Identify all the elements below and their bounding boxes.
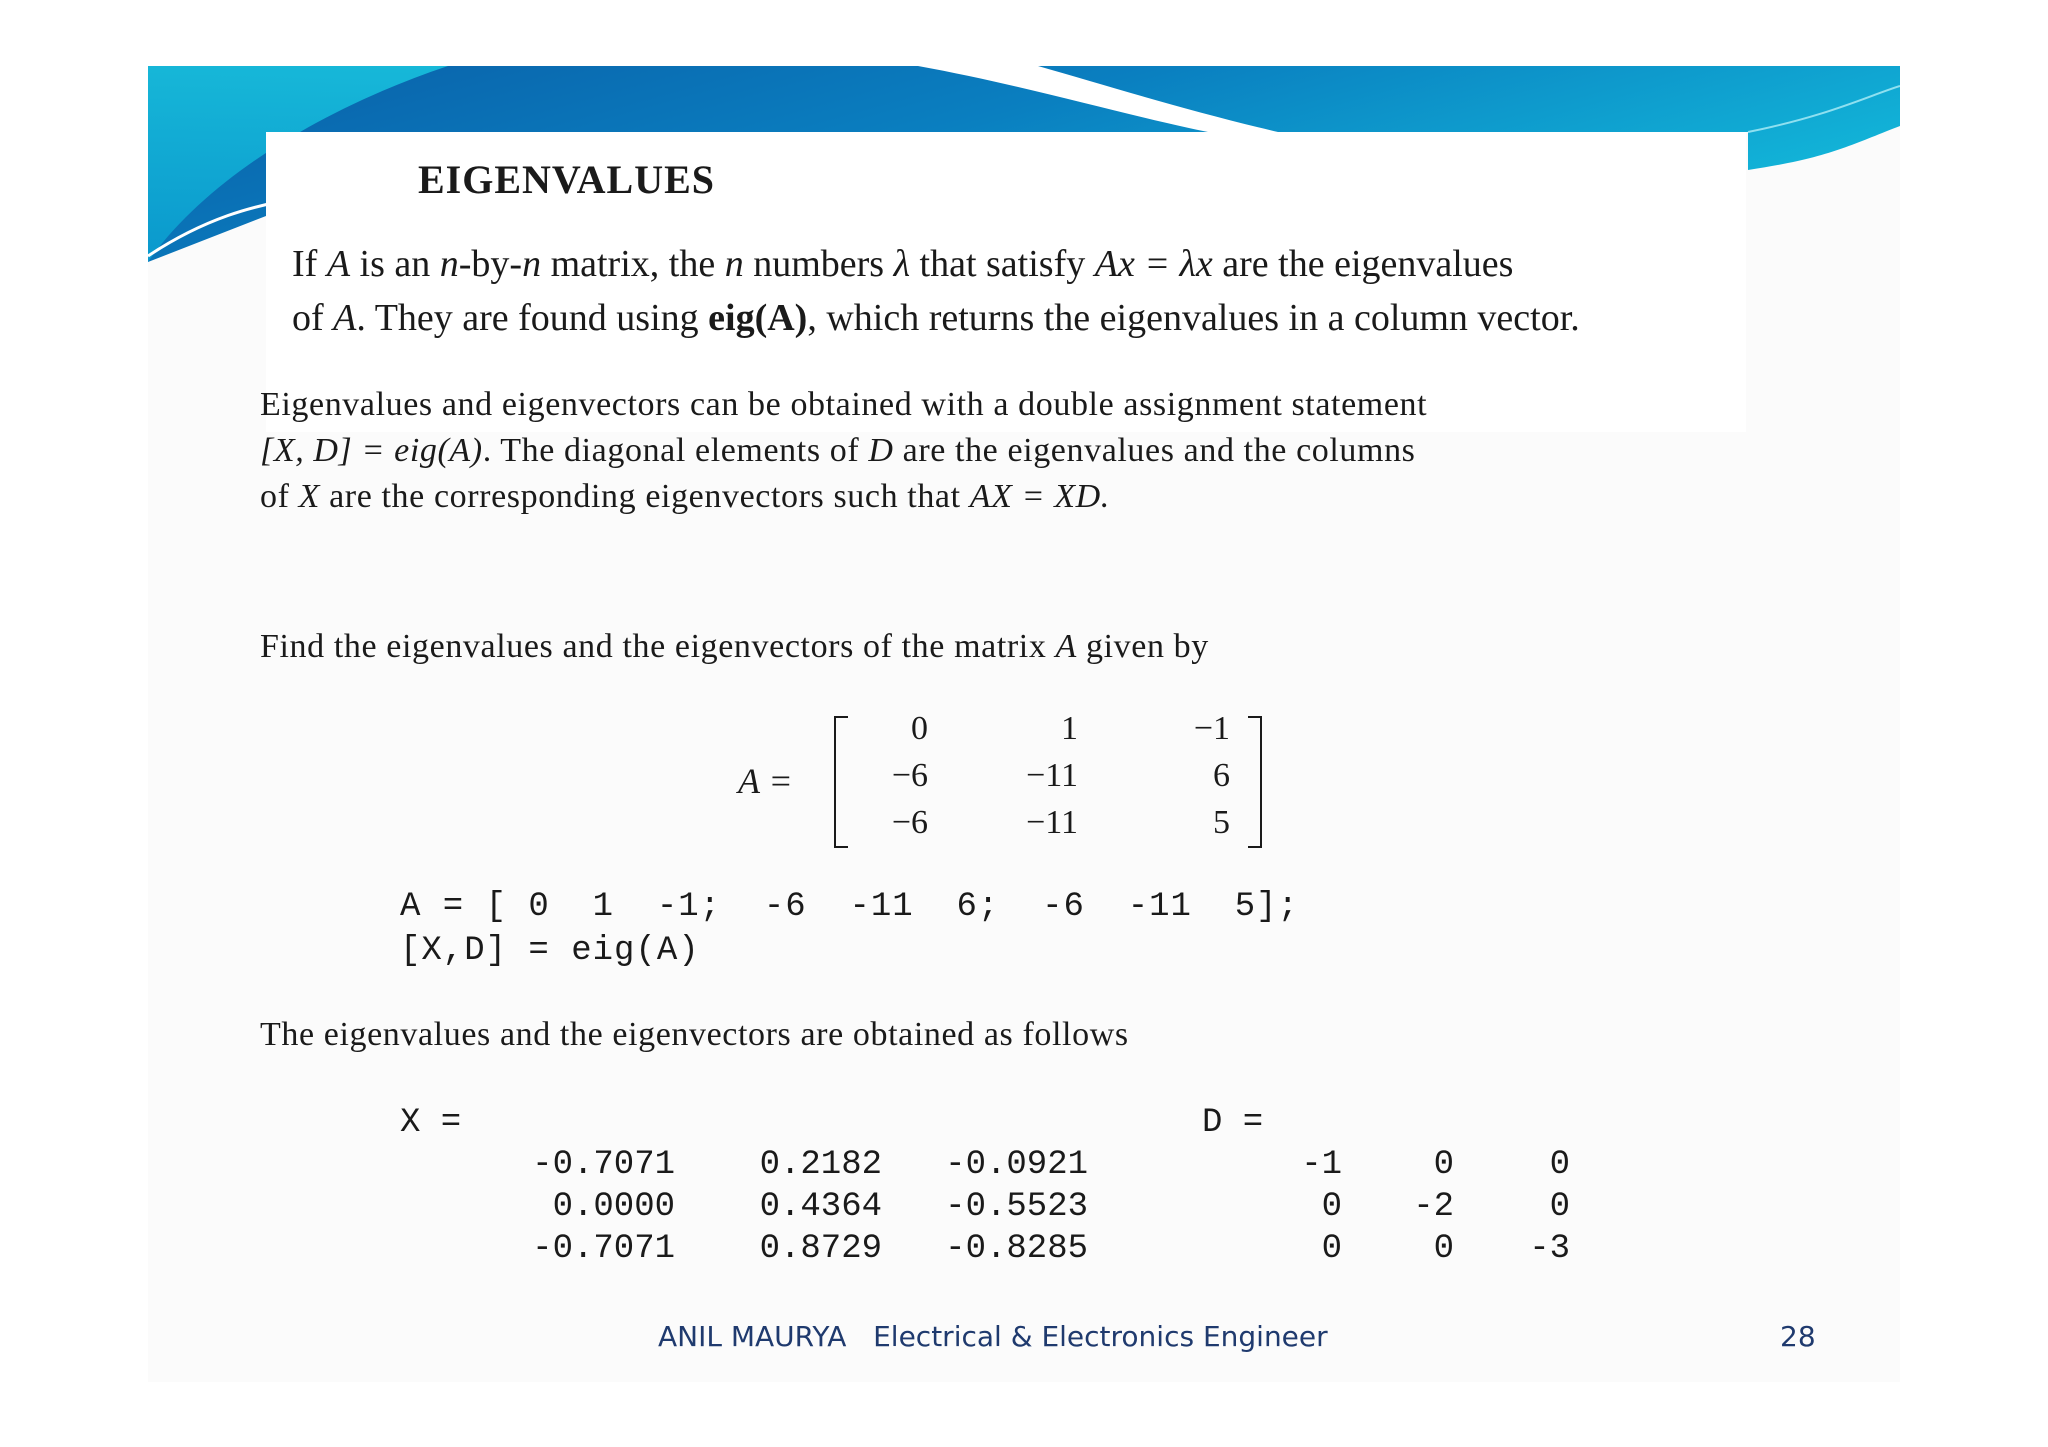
slide-title: EIGENVALUES xyxy=(418,157,716,202)
x-cell: -0.7071 xyxy=(532,1146,675,1184)
matrix-label: A = xyxy=(738,761,793,801)
x-cell: -0.8285 xyxy=(945,1230,1088,1268)
code-line-2: [X,D] = eig(A) xyxy=(400,932,700,970)
d-cell: -3 xyxy=(1529,1230,1570,1268)
matrix-cell: −11 xyxy=(1026,757,1078,794)
d-label: D = xyxy=(1202,1104,1264,1142)
para1-line-1: Eigenvalues and eigenvectors can be obtained with a double assignment statement xyxy=(260,386,1428,423)
d-cell: -2 xyxy=(1413,1188,1454,1226)
matrix-cell: −6 xyxy=(891,804,928,841)
d-cell: 0 xyxy=(1321,1188,1342,1226)
d-cell: 0 xyxy=(1321,1230,1342,1268)
x-cell: -0.0921 xyxy=(945,1146,1088,1184)
para1-line-3: of X are the corresponding eigenvectors such that AX = XD. xyxy=(260,478,1110,515)
page-number: 28 xyxy=(1780,1320,1816,1353)
x-cell: -0.7071 xyxy=(532,1230,675,1268)
d-cell: 0 xyxy=(1549,1146,1570,1184)
result-text: The eigenvalues and the eigenvectors are obtained as follows xyxy=(260,1016,1129,1053)
footer-text: ANIL MAURYA Electrical & Electronics Engineer xyxy=(658,1320,1328,1353)
matrix-cell: −11 xyxy=(1026,804,1078,841)
x-cell: 0.8729 xyxy=(759,1230,882,1268)
d-cell: 0 xyxy=(1549,1188,1570,1226)
d-cell: -1 xyxy=(1301,1146,1342,1184)
d-cell: 0 xyxy=(1433,1230,1454,1268)
intro-line-1: If A is an n-by-n matrix, the n numbers λ that satisfy Ax = λx are the eigenvalues xyxy=(292,243,1514,285)
code-line-1: A = [ 0 1 -1; -6 -11 6; -6 -11 5]; xyxy=(400,888,1299,926)
d-cell: 0 xyxy=(1433,1146,1454,1184)
x-cell: 0.4364 xyxy=(759,1188,882,1226)
matrix-A xyxy=(738,710,1278,850)
x-label: X = xyxy=(400,1104,462,1142)
para1-line-2: [X, D] = eig(A). The diagonal elements of D are the eigenvalues and the columns xyxy=(260,432,1416,469)
intro-line-2: of A. They are found using eig(A), which returns the eigenvalues in a column vector. xyxy=(292,297,1580,339)
matrix-cell: 1 xyxy=(1061,710,1078,747)
x-cell: 0.0000 xyxy=(552,1188,675,1226)
right-bracket xyxy=(1248,716,1262,848)
matrix-cell: −6 xyxy=(891,757,928,794)
find-text: Find the eigenvalues and the eigenvectors of the matrix A given by xyxy=(260,628,1209,665)
matrix-cell: −1 xyxy=(1193,710,1230,747)
x-cell: 0.2182 xyxy=(759,1146,882,1184)
matrix-cell: 6 xyxy=(1213,757,1230,794)
matrix-cell: 5 xyxy=(1213,804,1230,841)
x-cell: -0.5523 xyxy=(945,1188,1088,1226)
matrix-cell: 0 xyxy=(911,710,928,747)
